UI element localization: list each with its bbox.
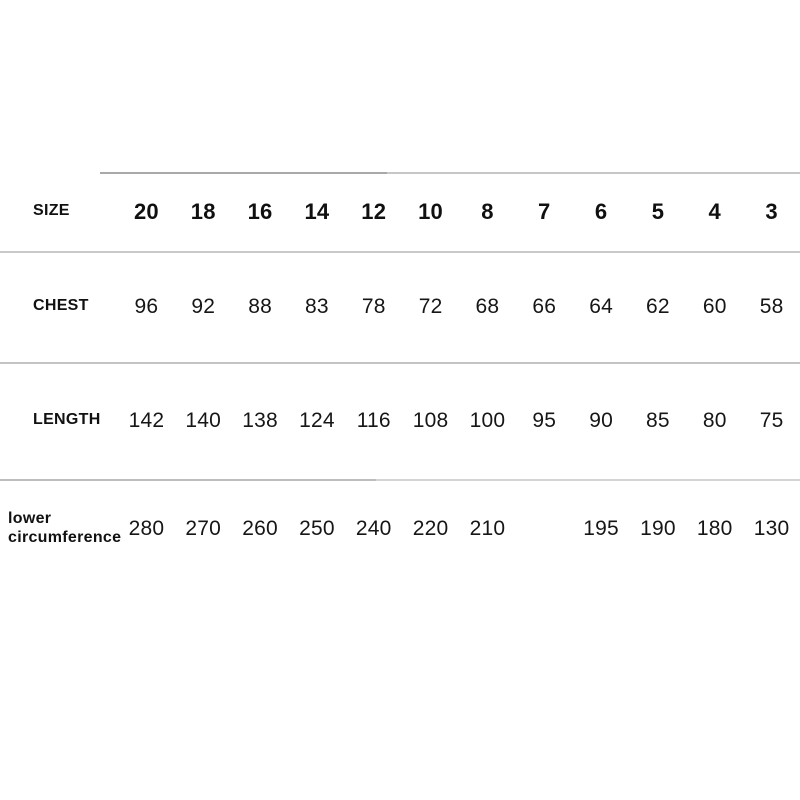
chest-cell: 60: [702, 294, 727, 318]
lower-circumference-cell: 130: [753, 517, 790, 540]
lower-circumference-cell: 220: [412, 517, 449, 540]
length-cell: 138: [242, 408, 278, 432]
lower-circumference-cell: 190: [640, 517, 676, 540]
size-value-cell: 14: [304, 198, 330, 224]
lower-circumference-cell: 240: [355, 517, 392, 540]
lower-circumference-cell: 260: [242, 517, 278, 540]
length-row-label: LENGTH: [33, 411, 101, 429]
chest-cell: 58: [759, 294, 784, 318]
lower-circumference-cell: 270: [185, 517, 222, 540]
chest-cell: 78: [361, 294, 386, 318]
chest-row-label: CHEST: [33, 297, 89, 315]
length-cell: 124: [299, 408, 335, 432]
chest-cell: 83: [305, 294, 329, 318]
lower-circumference-cell: 180: [696, 517, 733, 540]
length-cell: 108: [412, 408, 449, 432]
chest-cell: 68: [475, 294, 500, 318]
length-cell: 142: [128, 408, 165, 432]
length-cell: 90: [589, 408, 613, 432]
length-cell: 80: [702, 408, 727, 432]
chest-cell: 96: [134, 294, 159, 318]
length-row: [0, 362, 800, 479]
size-value-cell: 10: [418, 198, 443, 224]
length-cell: 116: [356, 408, 391, 432]
size-row-label: SIZE: [33, 202, 70, 220]
size-value-cell: 16: [247, 198, 273, 224]
size-header-row: [0, 172, 800, 251]
lower-circumference-cell: 210: [469, 517, 506, 540]
length-cell: 95: [532, 408, 557, 432]
size-value-cell: 18: [190, 198, 216, 224]
chest-cell: 92: [191, 294, 216, 318]
size-value-cell: 12: [361, 198, 387, 224]
size-value-cell: 20: [133, 198, 159, 224]
chest-cell: 62: [646, 294, 670, 318]
chest-cell: 72: [418, 294, 443, 318]
length-cell: 85: [646, 408, 670, 432]
chest-cell: 64: [589, 294, 613, 318]
size-value-cell: 7: [538, 198, 551, 224]
lower-circumference-row-label: lower circumference: [8, 510, 122, 546]
chest-cell: 66: [532, 294, 557, 318]
lower-circumference-row: [0, 479, 800, 579]
size-value-cell: 6: [594, 198, 608, 224]
length-cell: 140: [185, 408, 222, 432]
lower-circumference-cell: 250: [299, 517, 335, 540]
size-value-cell: 4: [708, 198, 721, 224]
lower-circumference-cell: 195: [583, 517, 619, 540]
length-cell: 75: [759, 408, 784, 432]
size-value-cell: 3: [765, 198, 778, 224]
chest-row: [0, 251, 800, 362]
size-value-cell: 8: [481, 198, 494, 224]
lower-circumference-cell: 280: [128, 517, 165, 540]
length-cell: 100: [469, 408, 506, 432]
size-value-cell: 5: [651, 198, 665, 224]
chest-cell: 88: [248, 294, 272, 318]
